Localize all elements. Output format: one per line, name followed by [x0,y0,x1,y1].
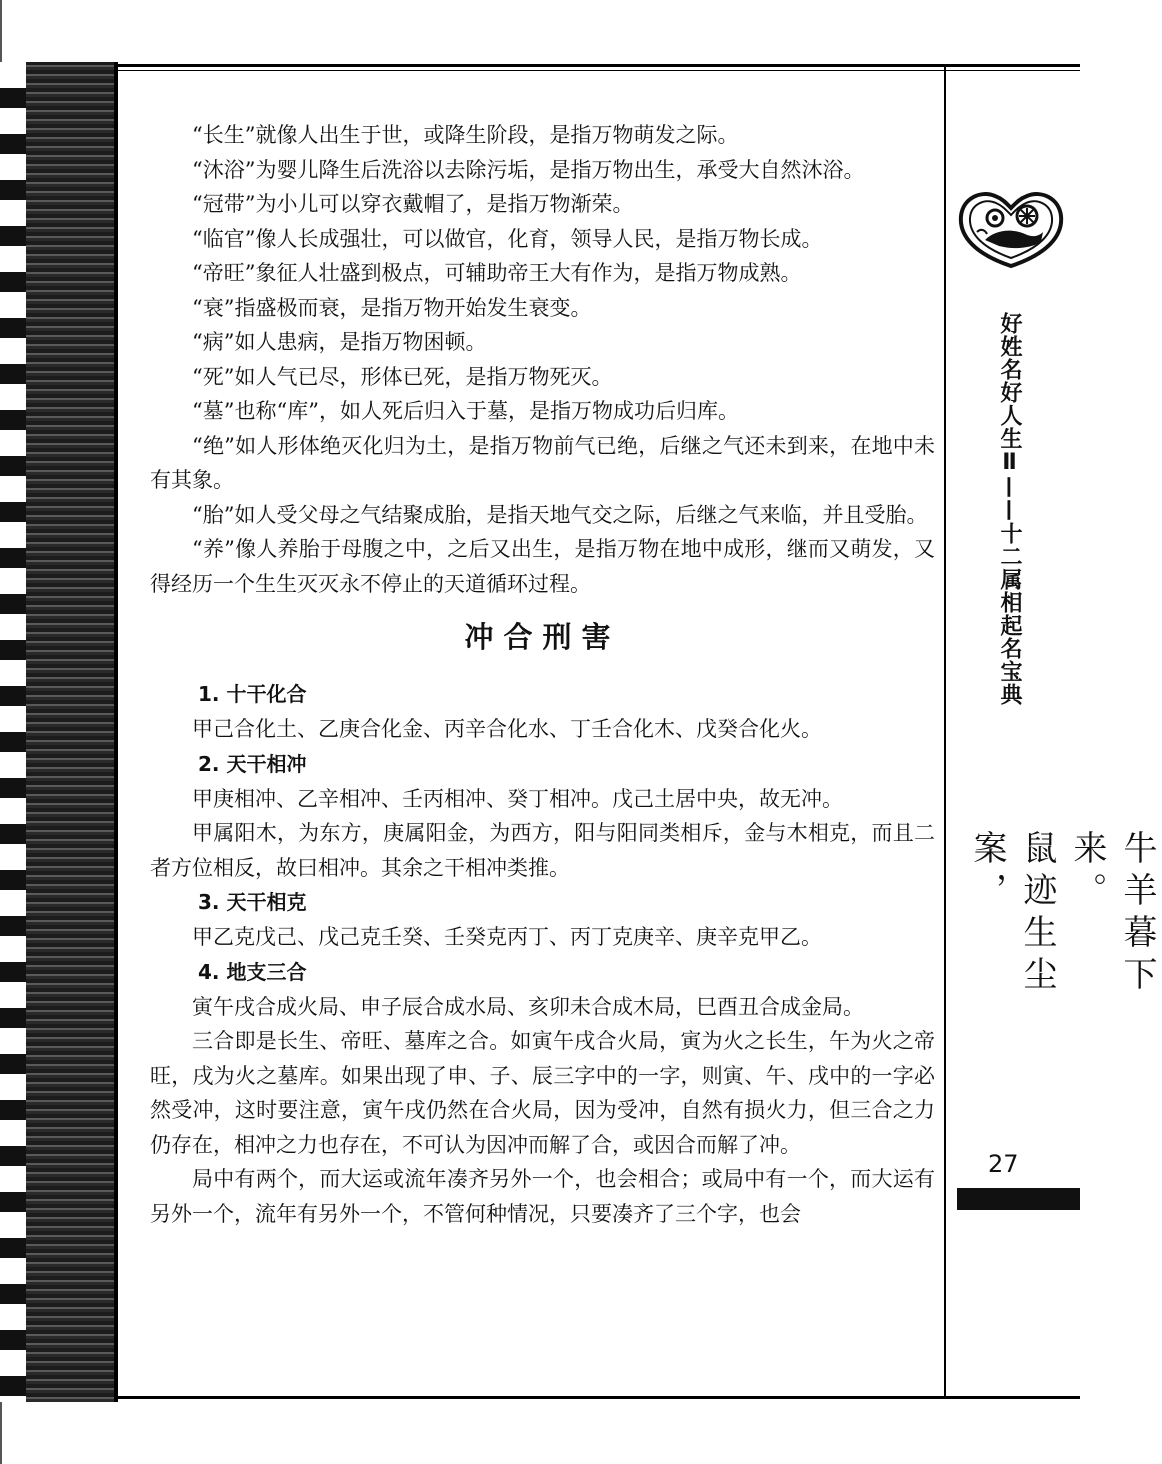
subsection-heading: 2. 天干相冲 [198,751,307,776]
paragraph: 甲乙克戊己、戊己克壬癸、壬癸克丙丁、丙丁克庚辛、庚辛克甲乙。 [192,925,822,949]
frame-bottom-rule [118,1396,1080,1399]
paragraph: “长生”就像人出生于世，或降生阶段，是指万物萌发之际。 [192,123,739,147]
page-number: 27 [988,1150,1019,1178]
paragraph: “死”如人气已尽，形体已死，是指万物死灭。 [192,364,613,389]
running-book-title: 好姓名好人生Ⅱ——十二属相起名宝典 [997,312,1022,706]
margin-poem [962,830,1162,1050]
paragraph: 甲己合化土、乙庚合化金、丙辛合化水、丁壬合化木、戊癸合化火。 [192,717,822,741]
page-number-bar [957,1188,1080,1210]
binding-edge [114,62,118,1402]
subsection-heading: 3. 天干相克 [198,890,307,914]
frame-top-rule [118,64,1080,67]
paragraph: “沐浴”为婴儿降生后洗浴以去除污垢，是指万物出生，承受大自然沐浴。 [192,157,865,182]
subsection-heading: 1. 十干化合 [198,682,307,706]
paragraph: 三合即是长生、帝旺、墓库之合。如寅午戌合火局，寅为火之长生，午为火之帝旺，戌为火之墓库。如果出现了申、子、辰三字中的一字，则寅、午、戌中的一字必然受冲，这时要注意，寅午戌仍然在合火局，因为受冲，自然有损火力，但三合之力仍存在，相冲之力也存在，不可认为因冲而解了合，或因合而解了冲。 [150,1029,935,1157]
paragraph: “临官”像人长成强壮，可以做官，化育，领导人民，是指万物长成。 [192,226,823,251]
paragraph: 寅午戌合成火局、申子辰合成水局、亥卯未合成木局，巳酉丑合成金局。 [192,994,864,1019]
paragraph: “绝”如人形体绝灭化归为土，是指万物前气已绝，后继之气还未到来，在地中未有其象。 [150,433,935,492]
ox-emblem-icon [955,184,1067,270]
paragraph: 甲庚相冲、乙辛相冲、壬丙相冲、癸丁相冲。戊己土居中央，故无冲。 [192,786,843,811]
page-body [150,118,935,1231]
paragraph: “墓”也称“库”，如人死后归入于墓，是指万物成功后归库。 [192,399,739,423]
frame-right-rule [944,64,946,1398]
paragraph: “衰”指盛极而衰，是指万物开始发生衰变。 [192,295,592,320]
binding-strip [0,62,118,1402]
subsection-heading: 4. 地支三合 [198,959,307,984]
poem-line: 牛羊暮下来。 [1067,830,1157,998]
paragraph: “病”如人患病，是指万物困顿。 [192,330,487,354]
paragraph: 局中有两个，而大运或流年凑齐另外一个，也会相合；或局中有一个，而大运有另外一个，流年有另外一个，不管何种情况，只要凑齐了三个字，也会 [150,1167,935,1226]
paragraph: 甲属阳木，为东方，庚属阳金，为西方，阳与阳同类相斥，金与木相克，而且二者方位相反，故曰相冲。其余之干相冲类推。 [150,821,935,880]
frame-top-rule-thin [118,70,1080,71]
section-title: 冲合刑害 [464,620,621,654]
paragraph: “养”像人养胎于母腹之中，之后又出生，是指万物在地中成形，继而又萌发，又得经历一个生生灭灭永不停止的天道循环过程。 [150,537,935,596]
poem-line: 鼠迹生尘案， [967,830,1057,998]
paragraph: “帝旺”象征人壮盛到极点，可辅助帝王大有作为，是指万物成熟。 [192,261,802,285]
paragraph: “冠带”为小儿可以穿衣戴帽了，是指万物渐荣。 [192,192,634,216]
paragraph: “胎”如人受父母之气结聚成胎，是指天地气交之际，后继之气来临，并且受胎。 [192,502,928,527]
binding-tabs [0,62,26,1402]
